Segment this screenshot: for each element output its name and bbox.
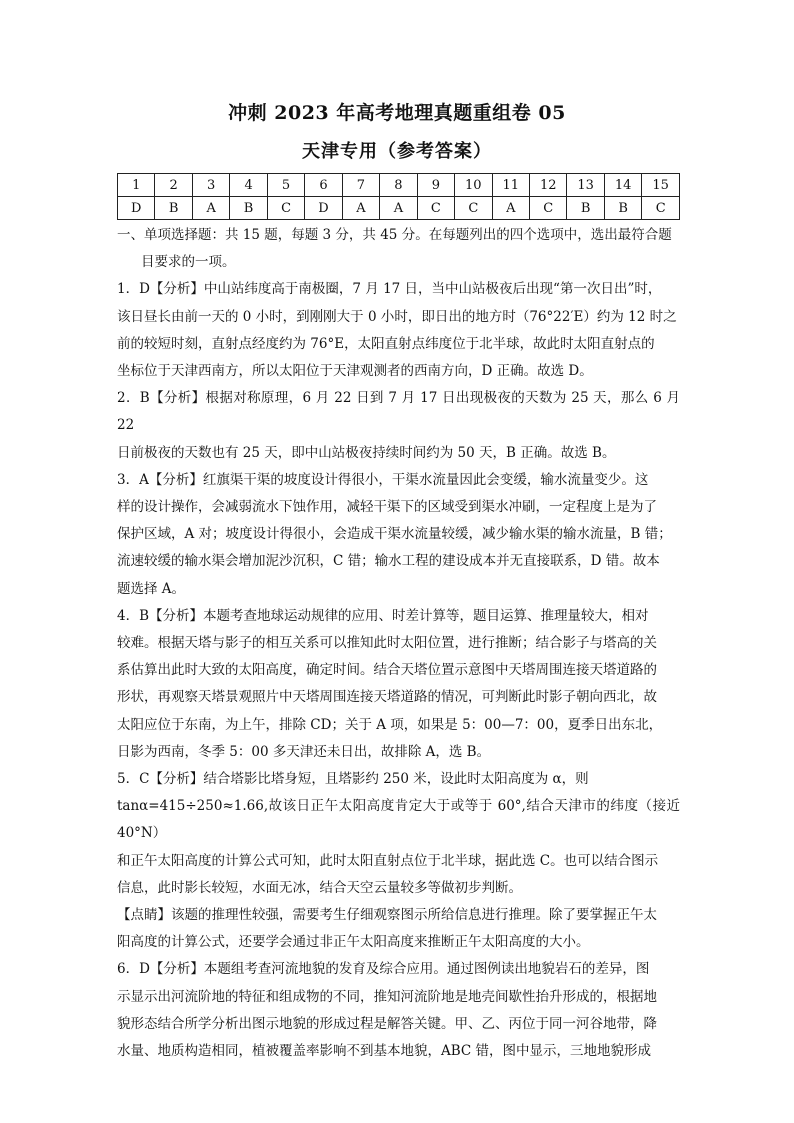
answer-letter-cell: D bbox=[305, 197, 342, 220]
explanation-line: 【点睛】该题的推理性较强，需要考生仔细观察图示所给信息进行推理。除了要掌握正午太 bbox=[117, 907, 657, 924]
answer-letter-cell: B bbox=[230, 197, 267, 220]
question-number-cell: 9 bbox=[417, 174, 454, 197]
answer-letter-cell: C bbox=[455, 197, 492, 220]
explanation-item bbox=[117, 766, 680, 902]
explanation-item bbox=[117, 276, 680, 385]
answer-letter-cell: C bbox=[529, 197, 566, 220]
explanation-line: 貌形态结合所学分析出图示地貌的形成过程是解答关键。甲、乙、丙位于同一河谷地带，降 bbox=[117, 1015, 657, 1032]
answer-letter-cell: A bbox=[342, 197, 379, 220]
question-number-row bbox=[118, 174, 680, 197]
answer-letter-cell: C bbox=[642, 197, 680, 220]
document-subtitle: 天津专用（参考答案） bbox=[302, 141, 492, 162]
answer-letter-cell: B bbox=[155, 197, 192, 220]
answer-letter-cell: C bbox=[417, 197, 454, 220]
explanation-line: 2．B【分析】根据对称原理，6 月 22 日到 7 月 17 日出现极夜的天数为 25 天，那么 6 月 22 bbox=[117, 390, 680, 434]
explanation-line: 该日昼长由前一天的 0 小时，到刚刚大于 0 小时，即日出的地方时（76°22′E）约为 12 时之 bbox=[117, 308, 677, 325]
question-number-cell: 10 bbox=[455, 174, 492, 197]
answer-letter-cell: A bbox=[192, 197, 229, 220]
answer-letter-cell: A bbox=[492, 197, 529, 220]
section-header-line: 目要求的一项。 bbox=[141, 254, 236, 271]
answer-letter-cell: C bbox=[267, 197, 304, 220]
explanation-line: 前的较短时刻，直射点经度约为 76°E，太阳直射点纬度位于北半球，故此时太阳直射点的 bbox=[117, 335, 655, 352]
explanation-line: 样的设计操作，会减弱流水下蚀作用，减轻干渠下的区域受到渠水冲刷，一定程度上是为了 bbox=[117, 499, 657, 516]
answer-letter-cell: A bbox=[380, 197, 417, 220]
section-header-line: 一、单项选择题：共 15 题，每题 3 分，共 45 分。在每题列出的四个选项中，选出最符合题 bbox=[117, 227, 672, 243]
explanation-line: 流速较缓的输水渠会增加泥沙沉积，C 错；输水工程的建设成本并无直接联系，D 错。故本 bbox=[117, 553, 660, 570]
question-number-cell: 12 bbox=[529, 174, 566, 197]
explanation-line: 日影为西南，冬季 5：00 多天津还未日出，故排除 A，选 B。 bbox=[117, 743, 491, 760]
explanation-line: 太阳应位于东南，为上午，排除 CD；关于 A 项，如果是 5：00—7：00，夏季日出东北， bbox=[117, 716, 663, 733]
answer-letter-cell: D bbox=[118, 197, 155, 220]
explanation-line: 较难。根据天塔与影子的相互关系可以推知此时太阳位置，进行推断；结合影子与塔高的关 bbox=[117, 635, 657, 652]
explanation-line: 阳高度的计算公式，还要学会通过非正午太阳高度来推断正午太阳高度的大小。 bbox=[117, 934, 590, 951]
answer-letter-cell: B bbox=[567, 197, 604, 220]
question-number-cell: 2 bbox=[155, 174, 192, 197]
explanation-item bbox=[117, 956, 680, 1065]
answer-explanations bbox=[117, 222, 680, 1065]
explanation-line: 示显示出河流阶地的特征和组成物的不同，推知河流阶地是地壳间歇性抬升形成的，根据地 bbox=[117, 988, 657, 1005]
explanation-line: 3．A【分析】红旗渠干渠的坡度设计得很小，干渠水流量因此会变缓，输水流量变少。这 bbox=[117, 471, 649, 488]
explanation-line: 4．B【分析】本题考查地球运动规律的应用、时差计算等，题目运算、推理量较大，相对 bbox=[117, 607, 649, 624]
explanation-item bbox=[117, 385, 680, 467]
question-number-cell: 7 bbox=[342, 174, 379, 197]
explanation-item bbox=[117, 603, 680, 766]
question-number-cell: 5 bbox=[267, 174, 304, 197]
question-number-cell: 4 bbox=[230, 174, 267, 197]
explanation-line: 6．D【分析】本题组考查河流地貌的发育及综合应用。通过图例读出地貌岩石的差异，图 bbox=[117, 961, 650, 978]
question-number-cell: 6 bbox=[305, 174, 342, 197]
explanation-line: 形状，再观察天塔景观照片中天塔周围连接天塔道路的情况，可判断此时影子朝向西北，故 bbox=[117, 689, 657, 706]
explanation-line: 坐标位于天津西南方，所以太阳位于天津观测者的西南方向，D 正确。故选 D。 bbox=[117, 363, 593, 380]
explanation-line: 和正午太阳高度的计算公式可知，此时太阳直射点位于北半球，据此选 C。也可以结合图示 bbox=[117, 852, 659, 869]
question-number-cell: 3 bbox=[192, 174, 229, 197]
explanation-line: 保护区域，A 对；坡度设计得很小，会造成干渠水流量较缓，减少输水渠的输水流量，B 错； bbox=[117, 526, 672, 543]
explanation-line: 信息，此时影长较短，水面无冰，结合天空云量较多等做初步判断。 bbox=[117, 879, 522, 896]
question-number-cell: 8 bbox=[380, 174, 417, 197]
question-number-cell: 11 bbox=[492, 174, 529, 197]
question-number-cell: 13 bbox=[567, 174, 604, 197]
question-number-cell: 15 bbox=[642, 174, 680, 197]
explanation-line: 日前极夜的天数也有 25 天，即中山站极夜持续时间约为 50 天，B 正确。故选 B。 bbox=[117, 444, 616, 461]
question-number-cell: 14 bbox=[604, 174, 641, 197]
explanation-item bbox=[117, 467, 680, 603]
explanation-line: 1．D【分析】中山站纬度高于南极圈，7 月 17 日，当中山站极夜后出现“第一次日出”时， bbox=[117, 281, 662, 298]
explanation-line: tanα=415÷250≈1.66,故该日正午太阳高度肯定大于或等于 60°,结合天津市的纬度（接近40°N） bbox=[117, 798, 680, 842]
explanation-list bbox=[117, 276, 680, 1065]
explanation-line: 系估算出此时大致的太阳高度，确定时间。结合天塔位置示意图中天塔周围连接天塔道路的 bbox=[117, 662, 657, 679]
answer-key-table bbox=[117, 173, 680, 220]
explanation-item bbox=[117, 902, 680, 956]
document-title: 冲刺 2023 年高考地理真题重组卷 05 bbox=[228, 102, 566, 124]
question-number-cell: 1 bbox=[118, 174, 155, 197]
explanation-line: 题选择 A。 bbox=[117, 580, 186, 597]
explanation-line: 5．C【分析】结合塔影比塔身短，且塔影约 250 米，设此时太阳高度为 α，则 bbox=[117, 771, 589, 788]
answer-letter-cell: B bbox=[604, 197, 641, 220]
explanation-line: 水量、地质构造相同，植被覆盖率影响不到基本地貌，ABC 错，图中显示，三地地貌形成 bbox=[117, 1043, 652, 1060]
answer-letter-row bbox=[118, 197, 680, 220]
